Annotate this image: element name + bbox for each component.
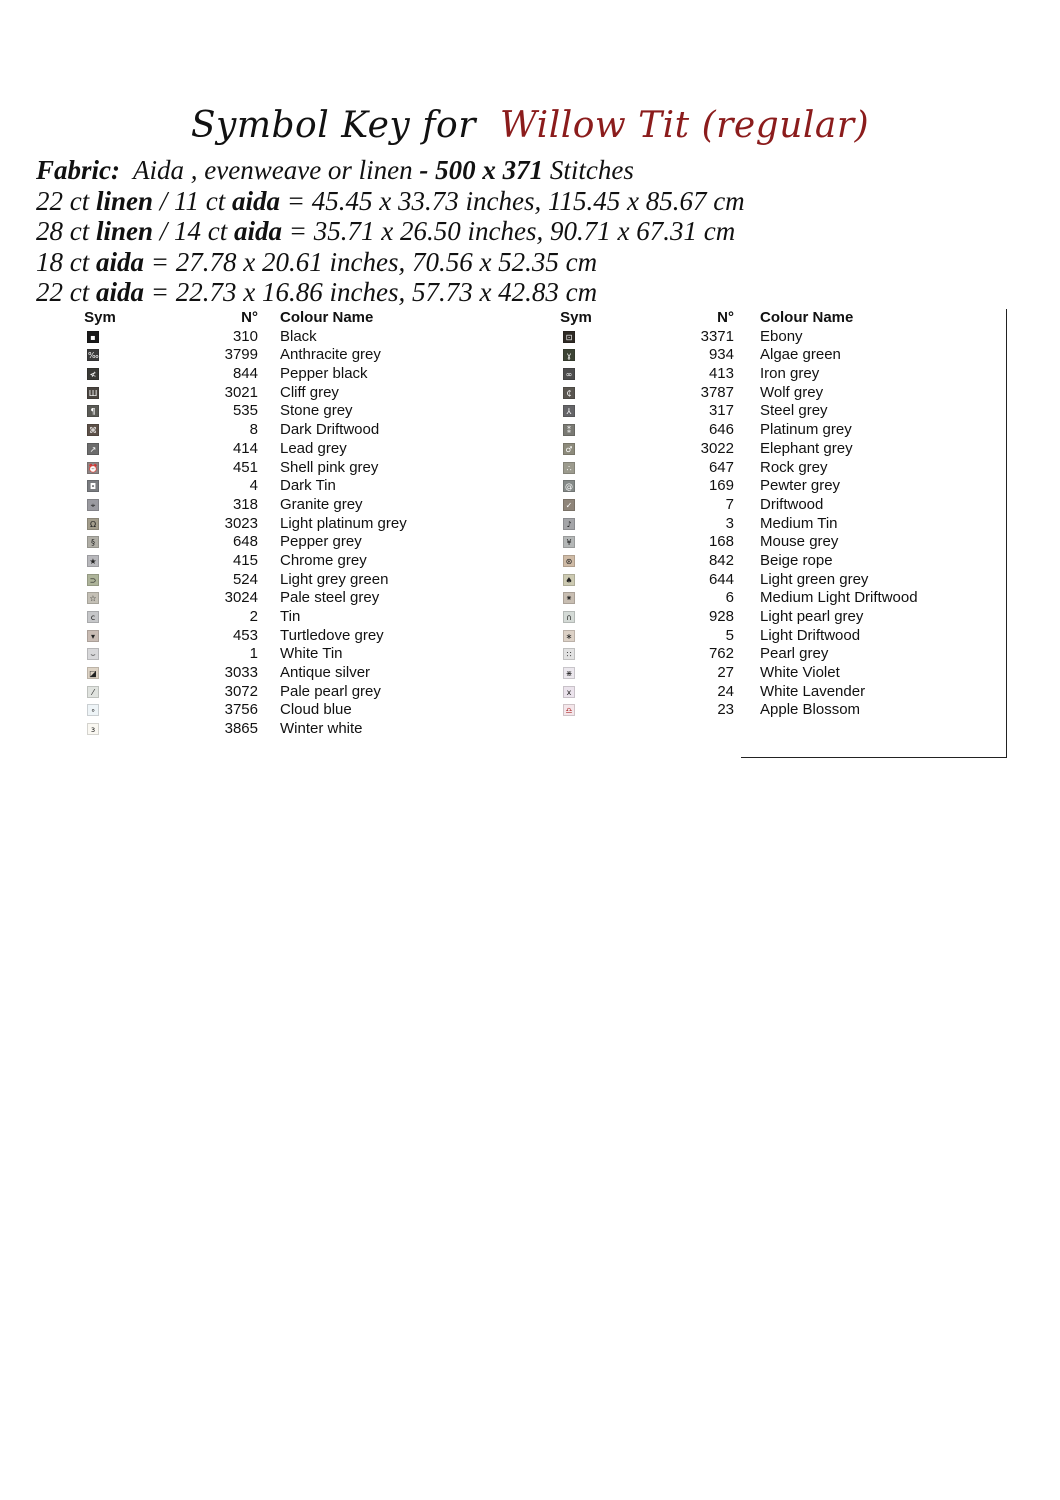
symbol-cell xyxy=(80,421,120,440)
colour-name: Dark Driftwood xyxy=(280,421,380,439)
table-row xyxy=(556,328,1016,347)
table-row xyxy=(80,552,480,571)
name-header: Colour Name xyxy=(280,309,374,326)
size-count: 22 ct xyxy=(36,277,90,308)
symbol-cell xyxy=(556,402,596,421)
table-row xyxy=(556,571,1016,590)
table-row xyxy=(80,496,480,515)
symbol-table-right xyxy=(556,309,1016,720)
symbol-cell xyxy=(80,571,120,590)
floss-number: 2 xyxy=(249,608,258,625)
floss-number: 3 xyxy=(725,514,734,532)
symbol-swatch: § xyxy=(87,536,99,548)
pattern-name: Willow Tit (regular) xyxy=(499,105,870,146)
symbol-swatch: ∗ xyxy=(563,630,575,642)
size-sep: / 14 ct xyxy=(159,216,228,247)
floss-number: 5 xyxy=(725,626,734,644)
table-row xyxy=(556,496,1016,515)
floss-number: 647 xyxy=(708,458,734,476)
table-row xyxy=(80,533,480,552)
floss-number: 844 xyxy=(232,365,258,383)
table-row xyxy=(80,346,480,365)
colour-name: Medium Light Driftwood xyxy=(760,589,918,607)
sym-header: Sym xyxy=(560,309,592,326)
symbol-swatch: ⁕ xyxy=(563,592,575,604)
floss-number: 928 xyxy=(708,608,734,625)
symbol-cell xyxy=(80,608,120,627)
floss-number: 842 xyxy=(708,551,734,569)
colour-name: Light Driftwood xyxy=(760,626,861,644)
symbol-cell xyxy=(80,477,120,496)
symbol-swatch: ≮ xyxy=(87,368,99,380)
floss-number: 934 xyxy=(708,346,734,364)
floss-number: 3022 xyxy=(700,439,734,457)
table-row xyxy=(80,589,480,608)
page-title xyxy=(0,96,1060,156)
symbol-swatch: ∷ xyxy=(563,648,575,660)
symbol-cell xyxy=(80,328,120,347)
floss-number: 23 xyxy=(717,701,734,719)
symbol-cell xyxy=(556,608,596,627)
colour-name: Antique silver xyxy=(280,664,371,682)
floss-number: 762 xyxy=(708,645,734,663)
colour-name: Pale steel grey xyxy=(280,589,380,607)
symbol-swatch: ⌖ xyxy=(87,499,99,511)
table-row xyxy=(80,440,480,459)
colour-name: Pearl grey xyxy=(760,645,829,663)
symbol-swatch: ♂ xyxy=(563,443,575,455)
floss-number: 3756 xyxy=(224,701,258,719)
table-row xyxy=(556,346,1016,365)
symbol-cell xyxy=(556,440,596,459)
table-row xyxy=(556,515,1016,534)
symbol-cell xyxy=(80,589,120,608)
table-row xyxy=(80,384,480,403)
symbol-swatch: ∩ xyxy=(563,611,575,623)
size-count: 18 ct xyxy=(36,246,90,277)
symbol-cell xyxy=(80,720,120,739)
table-row xyxy=(80,683,480,702)
floss-number: 414 xyxy=(232,439,258,457)
symbol-cell xyxy=(556,421,596,440)
colour-name: White Lavender xyxy=(760,682,866,700)
symbol-swatch: ↗ xyxy=(87,443,99,455)
symbol-swatch: ⊛ xyxy=(563,555,575,567)
table-row xyxy=(556,421,1016,440)
symbol-cell xyxy=(80,664,120,683)
floss-number: 644 xyxy=(708,570,734,588)
size-fabric: linen xyxy=(96,216,154,247)
symbol-swatch: ✓ xyxy=(563,499,575,511)
floss-number: 1 xyxy=(249,645,258,663)
colour-name: Turtledove grey xyxy=(280,626,384,644)
colour-name: Driftwood xyxy=(760,495,824,513)
colour-name: Platinum grey xyxy=(760,421,852,439)
table-row xyxy=(80,365,480,384)
table-row xyxy=(556,645,1016,664)
symbol-cell xyxy=(80,459,120,478)
colour-name: Apple Blossom xyxy=(760,701,861,719)
table-row xyxy=(80,645,480,664)
table-row xyxy=(80,477,480,496)
size-line xyxy=(36,186,745,217)
floss-number: 8 xyxy=(249,421,258,439)
fabric-label: Fabric: xyxy=(36,155,120,185)
table-row xyxy=(80,402,480,421)
colour-name: Stone grey xyxy=(280,402,353,420)
symbol-swatch: ◘ xyxy=(87,480,99,492)
colour-name: Light green grey xyxy=(760,570,869,588)
symbol-table-left xyxy=(80,309,480,739)
colour-name: Tin xyxy=(280,608,301,625)
symbol-swatch: ɣ xyxy=(563,349,575,361)
symbol-swatch: ∘ xyxy=(87,704,99,716)
symbol-swatch: ▪ xyxy=(87,331,99,343)
symbol-swatch: ☆ xyxy=(87,592,99,604)
colour-name: Granite grey xyxy=(280,495,363,513)
colour-name: Algae green xyxy=(760,346,841,364)
symbol-cell xyxy=(80,533,120,552)
floss-number: 648 xyxy=(232,533,258,551)
size-fabric-b: aida xyxy=(234,216,283,247)
symbol-swatch: ⌘ xyxy=(89,426,97,436)
colour-name: Cloud blue xyxy=(280,701,352,719)
table-row xyxy=(80,664,480,683)
table-border-right xyxy=(1006,309,1007,758)
symbol-swatch: ⁄ xyxy=(87,686,99,698)
size-value: = 22.73 x 16.86 inches, 57.73 x 42.83 cm xyxy=(150,277,598,308)
floss-number: 535 xyxy=(232,402,258,420)
floss-number: 3024 xyxy=(224,589,258,607)
table-row xyxy=(556,365,1016,384)
symbol-swatch: ¶ xyxy=(87,405,99,417)
symbol-swatch: ♎ xyxy=(563,704,575,716)
colour-name: Dark Tin xyxy=(280,477,336,495)
symbol-swatch: ɜ xyxy=(87,723,99,735)
table-row xyxy=(80,328,480,347)
stitch-count: 500 x 371 xyxy=(435,155,544,185)
symbol-cell xyxy=(556,328,596,347)
table-row xyxy=(556,402,1016,421)
table-row xyxy=(80,701,480,720)
symbol-swatch: ⋇ xyxy=(563,667,575,679)
floss-number: 168 xyxy=(708,533,734,551)
table-header xyxy=(556,309,1016,328)
symbol-swatch: ₵ xyxy=(563,387,575,399)
symbol-cell xyxy=(556,627,596,646)
symbol-cell xyxy=(556,533,596,552)
floss-number: 3371 xyxy=(700,327,734,345)
size-value: = 45.45 x 33.73 inches, 115.45 x 85.67 cm xyxy=(286,185,745,216)
floss-number: 169 xyxy=(708,477,734,495)
fabric-types: Aida , evenweave or linen xyxy=(133,155,413,185)
table-row xyxy=(556,701,1016,720)
symbol-cell xyxy=(556,571,596,590)
symbol-swatch: ⅄ xyxy=(563,405,575,417)
floss-number: 24 xyxy=(717,682,734,700)
table-row xyxy=(556,608,1016,627)
colour-name: Steel grey xyxy=(760,402,828,420)
size-fabric: aida xyxy=(96,246,145,277)
stitches-suffix: Stitches xyxy=(549,155,634,185)
title-prefix: Symbol Key for xyxy=(190,105,476,146)
symbol-cell xyxy=(80,365,120,384)
symbol-swatch: ⌣ xyxy=(87,648,99,660)
colour-name: Mouse grey xyxy=(760,533,839,551)
floss-number: 7 xyxy=(725,495,734,513)
symbol-cell xyxy=(80,552,120,571)
table-row xyxy=(556,627,1016,646)
symbol-cell xyxy=(556,683,596,702)
symbol-cell xyxy=(556,346,596,365)
floss-number: 524 xyxy=(232,570,258,588)
symbol-cell xyxy=(556,477,596,496)
symbol-cell xyxy=(556,496,596,515)
floss-number: 453 xyxy=(232,626,258,644)
num-header: N° xyxy=(717,309,734,326)
colour-name: Pale pearl grey xyxy=(280,682,381,700)
size-fabric: linen xyxy=(96,185,154,216)
floss-number: 6 xyxy=(725,589,734,607)
floss-number: 3033 xyxy=(224,664,258,682)
symbol-cell xyxy=(556,645,596,664)
sym-header: Sym xyxy=(84,309,116,326)
colour-name: Winter white xyxy=(280,720,363,738)
colour-name: Medium Tin xyxy=(760,514,838,532)
symbol-swatch: ▾ xyxy=(87,630,99,642)
colour-name: Pewter grey xyxy=(760,477,841,495)
colour-name: Black xyxy=(280,327,317,345)
table-border-bottom xyxy=(741,757,1007,758)
floss-number: 3865 xyxy=(224,720,258,738)
symbol-cell xyxy=(556,365,596,384)
table-row xyxy=(80,421,480,440)
size-count: 28 ct xyxy=(36,216,90,247)
floss-number: 3799 xyxy=(224,346,258,364)
colour-name: Cliff grey xyxy=(280,383,339,401)
symbol-cell xyxy=(80,701,120,720)
symbol-cell xyxy=(80,515,120,534)
floss-number: 3021 xyxy=(224,383,258,401)
colour-name: Lead grey xyxy=(280,439,347,457)
symbol-cell xyxy=(80,384,120,403)
fabric-line xyxy=(36,155,745,186)
symbol-swatch: ∴ xyxy=(563,462,575,474)
colour-name: Anthracite grey xyxy=(280,346,381,364)
colour-name: Pepper black xyxy=(280,365,368,383)
table-row xyxy=(556,459,1016,478)
symbol-cell xyxy=(80,440,120,459)
table-row xyxy=(556,664,1016,683)
size-value: = 35.71 x 26.50 inches, 90.71 x 67.31 cm xyxy=(288,216,736,247)
table-row xyxy=(80,608,480,627)
symbol-swatch: ¥ xyxy=(563,536,575,548)
floss-number: 310 xyxy=(232,327,258,345)
symbol-swatch: ⏰ xyxy=(88,463,98,473)
floss-number: 4 xyxy=(249,477,258,495)
colour-name: Shell pink grey xyxy=(280,458,379,476)
table-row xyxy=(556,384,1016,403)
size-line xyxy=(36,216,745,247)
table-header xyxy=(80,309,480,328)
symbol-cell xyxy=(80,346,120,365)
size-sep: / 11 ct xyxy=(159,185,226,216)
colour-name: Light platinum grey xyxy=(280,514,407,532)
table-row xyxy=(556,683,1016,702)
floss-number: 3072 xyxy=(224,682,258,700)
colour-name: White Tin xyxy=(280,645,343,663)
symbol-swatch: Ω xyxy=(87,518,99,530)
symbol-cell xyxy=(556,515,596,534)
size-value: = 27.78 x 20.61 inches, 70.56 x 52.35 cm xyxy=(150,246,598,277)
symbol-swatch: ⊃ xyxy=(87,574,99,586)
table-row xyxy=(80,515,480,534)
symbol-swatch: Ш xyxy=(88,388,98,398)
size-count: 22 ct xyxy=(36,185,90,216)
floss-number: 317 xyxy=(708,402,734,420)
symbol-cell xyxy=(556,552,596,571)
table-row xyxy=(80,571,480,590)
symbol-cell xyxy=(80,496,120,515)
colour-name: Wolf grey xyxy=(760,383,824,401)
symbol-cell xyxy=(556,664,596,683)
table-row xyxy=(556,552,1016,571)
symbol-swatch: ‰ xyxy=(88,351,99,361)
floss-number: 646 xyxy=(708,421,734,439)
colour-name: Chrome grey xyxy=(280,551,367,569)
symbol-cell xyxy=(80,627,120,646)
symbol-swatch: x xyxy=(563,686,575,698)
symbol-swatch: c xyxy=(87,611,99,623)
colour-name: Rock grey xyxy=(760,458,828,476)
symbol-swatch: ♠ xyxy=(563,574,575,586)
colour-name: Light pearl grey xyxy=(760,608,864,625)
fabric-info xyxy=(36,155,745,308)
table-row xyxy=(556,440,1016,459)
symbol-swatch: ♪ xyxy=(563,518,575,530)
colour-name: Beige rope xyxy=(760,551,833,569)
floss-number: 3787 xyxy=(700,383,734,401)
floss-number: 413 xyxy=(708,365,734,383)
symbol-cell xyxy=(556,384,596,403)
floss-number: 451 xyxy=(232,458,258,476)
num-header: N° xyxy=(241,309,258,326)
fabric-dash: - xyxy=(419,155,429,185)
floss-number: 318 xyxy=(232,495,258,513)
colour-name: Iron grey xyxy=(760,365,820,383)
size-line xyxy=(36,277,745,308)
symbol-swatch: ⁑ xyxy=(563,424,575,436)
floss-number: 3023 xyxy=(224,514,258,532)
floss-number: 27 xyxy=(717,664,734,682)
symbol-cell xyxy=(80,683,120,702)
symbol-swatch: ∞ xyxy=(563,368,575,380)
colour-name: Ebony xyxy=(760,327,803,345)
floss-number: 415 xyxy=(232,551,258,569)
symbol-swatch: ◪ xyxy=(87,667,99,679)
size-fabric: aida xyxy=(96,277,145,308)
symbol-cell xyxy=(556,459,596,478)
colour-name: Light grey green xyxy=(280,570,389,588)
size-line xyxy=(36,247,745,278)
symbol-swatch: @ xyxy=(565,482,573,492)
table-row xyxy=(556,589,1016,608)
symbol-cell xyxy=(80,402,120,421)
table-row xyxy=(556,477,1016,496)
symbol-swatch: ★ xyxy=(87,555,99,567)
symbol-cell xyxy=(80,645,120,664)
table-row xyxy=(80,459,480,478)
table-row xyxy=(556,533,1016,552)
symbol-cell xyxy=(556,701,596,720)
size-fabric-b: aida xyxy=(232,185,281,216)
name-header: Colour Name xyxy=(760,309,854,326)
table-row xyxy=(80,720,480,739)
table-row xyxy=(80,627,480,646)
colour-name: Pepper grey xyxy=(280,533,362,551)
colour-name: White Violet xyxy=(760,664,840,682)
symbol-swatch: ⊡ xyxy=(563,331,575,343)
symbol-cell xyxy=(556,589,596,608)
colour-name: Elephant grey xyxy=(760,439,853,457)
